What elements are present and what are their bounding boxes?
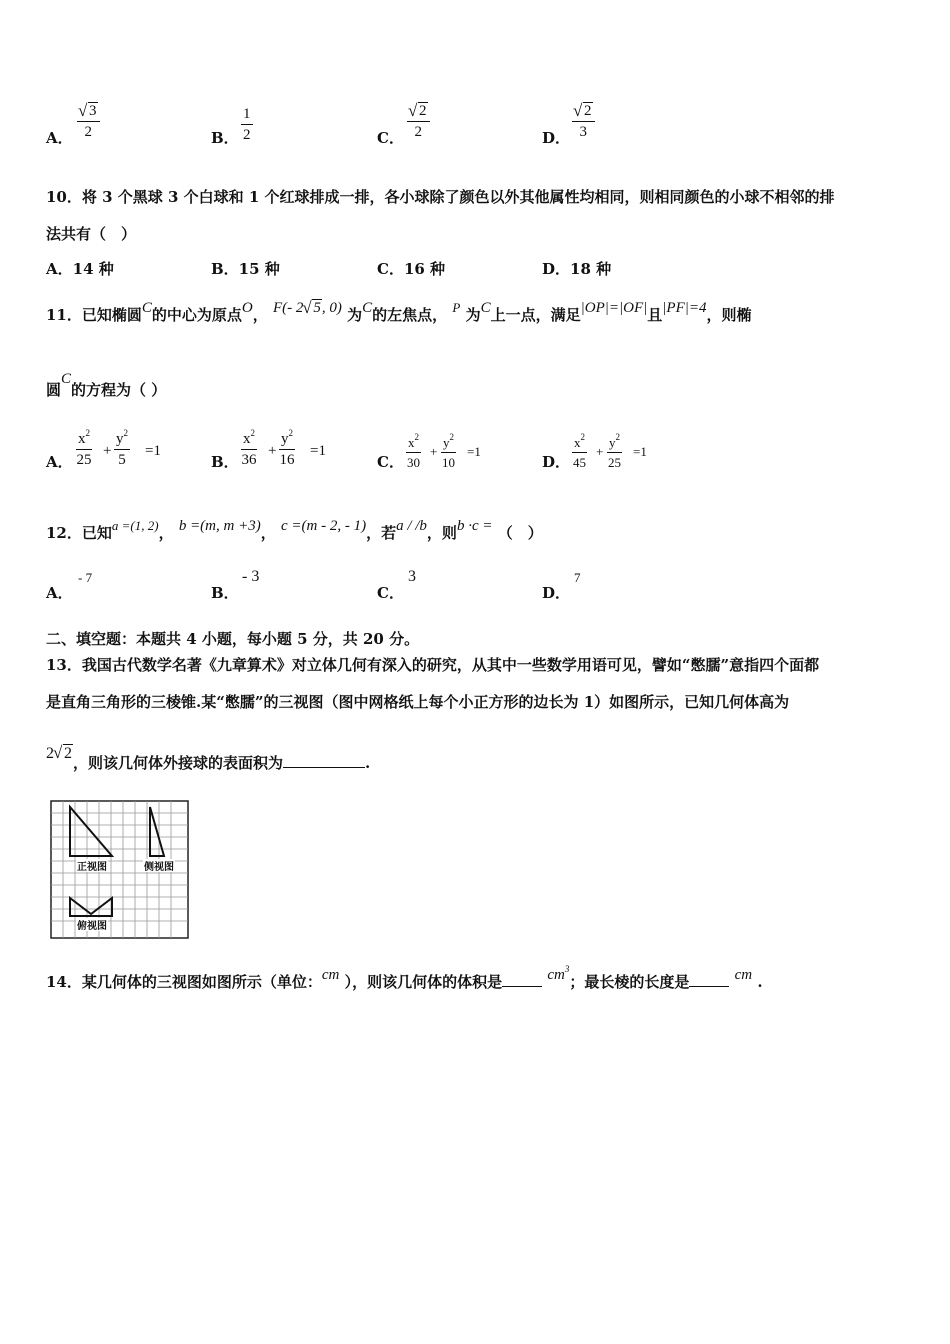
q12-option-b-value: - 3 bbox=[242, 568, 260, 585]
q11-d-plus: + bbox=[596, 444, 604, 459]
q14-volume-blank[interactable] bbox=[502, 974, 542, 987]
q11-line1: 11．已知椭圆C的中心为原点O， F(- 2√ 5, 0) 为C的左焦点， P 为C上一点，满足|OP|=|OF|且|PF|=4，则椭 bbox=[46, 304, 752, 325]
q9-option-d-fraction: √ $\frac{2}{3}$ bbox=[572, 103, 595, 141]
q11-c-x-frac: $\frac{x^2}{30}$ bbox=[407, 432, 420, 470]
q10-option-c: C．16 种 bbox=[377, 260, 446, 278]
q9-option-c-letter: C． bbox=[377, 129, 404, 147]
front-view-label: 正视图 bbox=[77, 862, 107, 873]
side-view-label: 侧视图 bbox=[144, 862, 174, 873]
q11-b-plus: + bbox=[268, 443, 277, 459]
q10-line1: 10．将 3 个黑球 3 个白球和 1 个红球排成一排，各小球除了颜色以外其他属性均相同，则相同颜色的小球不相邻的排 bbox=[46, 188, 835, 206]
q11-b-x-frac: $\frac{x^2}{36}$ bbox=[241, 428, 257, 468]
q12-option-b-letter: B． bbox=[211, 584, 239, 602]
q12-option-a-letter: A． bbox=[46, 584, 73, 602]
q11-option-b-letter: B． bbox=[211, 453, 239, 471]
q10-line2: 法共有（ ） bbox=[46, 225, 137, 243]
q13-answer-blank[interactable] bbox=[283, 755, 365, 768]
q12-option-a-value: - 7 bbox=[78, 570, 93, 585]
q11-a-x-frac: $\frac{x^2}{25}$ bbox=[76, 428, 92, 468]
q11-d-eq: =1 bbox=[633, 444, 647, 459]
q9-option-a-letter: A． bbox=[46, 129, 73, 147]
q9-option-d-letter: D． bbox=[542, 129, 571, 147]
q11-option-c-letter: C． bbox=[377, 453, 404, 471]
q11-line2: 圆C的方程为（ ） bbox=[46, 371, 167, 399]
q11-option-a-letter: A． bbox=[46, 453, 73, 471]
q11-d-y-frac: $\frac{y^2}{25}$ bbox=[608, 432, 621, 470]
q13-line1: 13．我国古代数学名著《九章算术》对立体几何有深入的研究，从其中一些数学用语可见，譬如“憋臑”意指四个面都 bbox=[46, 656, 820, 674]
q11-c-eq: =1 bbox=[467, 444, 481, 459]
q11-c-y-frac: $\frac{y^2}{10}$ bbox=[442, 432, 455, 470]
q10-option-d: D．18 种 bbox=[542, 260, 612, 278]
q14-length-blank[interactable] bbox=[689, 974, 729, 987]
q9-option-b-fraction: $\frac{1}{2}$ bbox=[243, 106, 251, 143]
q12-option-d-letter: D． bbox=[542, 584, 571, 602]
q11-d-x-frac: $\frac{x^2}{45}$ bbox=[573, 432, 586, 470]
q9-option-c-fraction: √ $\frac{2}{2}$ bbox=[407, 103, 430, 141]
q10-option-b: B．15 种 bbox=[211, 260, 280, 278]
top-view-label: 俯视图 bbox=[77, 921, 107, 932]
q10-option-a: A．14 种 bbox=[46, 260, 114, 278]
q11-a-plus: + bbox=[103, 443, 112, 459]
q11-option-d-letter: D． bbox=[542, 453, 571, 471]
q9-option-a-fraction: √ $\frac{3}{2}$ bbox=[77, 103, 100, 141]
q9-option-b-letter: B． bbox=[211, 129, 239, 147]
q11-b-y-frac: $\frac{y^2}{16}$ bbox=[279, 428, 295, 468]
q12-option-c-letter: C． bbox=[377, 584, 404, 602]
q11-a-eq: =1 bbox=[145, 443, 161, 459]
q11-c-plus: + bbox=[430, 444, 438, 459]
section-2-heading: 二、填空题：本题共 4 小题，每小题 5 分，共 20 分。 bbox=[46, 630, 420, 648]
q12-option-c-value: 3 bbox=[408, 568, 416, 585]
q13-line2: 是直角三角形的三棱锥.某“憋臑”的三视图（图中网格纸上每个小正方形的边长为 1）如图所示，已知几何体高为 bbox=[46, 693, 790, 711]
q11-a-y-frac: $\frac{y^2}{5}$ bbox=[116, 428, 128, 468]
q12-option-d-value: 7 bbox=[574, 570, 581, 585]
q11-b-eq: =1 bbox=[310, 443, 326, 459]
q14-line: 14．某几何体的三视图如图所示（单位：cm ），则该几何体的体积是 $cm^3$；最长棱的长度是 cm . bbox=[46, 964, 763, 991]
q13-line3: 2√ 2，则该几何体外接球的表面积为 . bbox=[46, 752, 370, 773]
q12-line: 12．已知a =(1, 2)， b =(m, m +3)， c =(m - 2, - 1)，若a / /b，则b ·c = （ ） bbox=[46, 518, 543, 542]
three-view-figure bbox=[50, 800, 189, 939]
